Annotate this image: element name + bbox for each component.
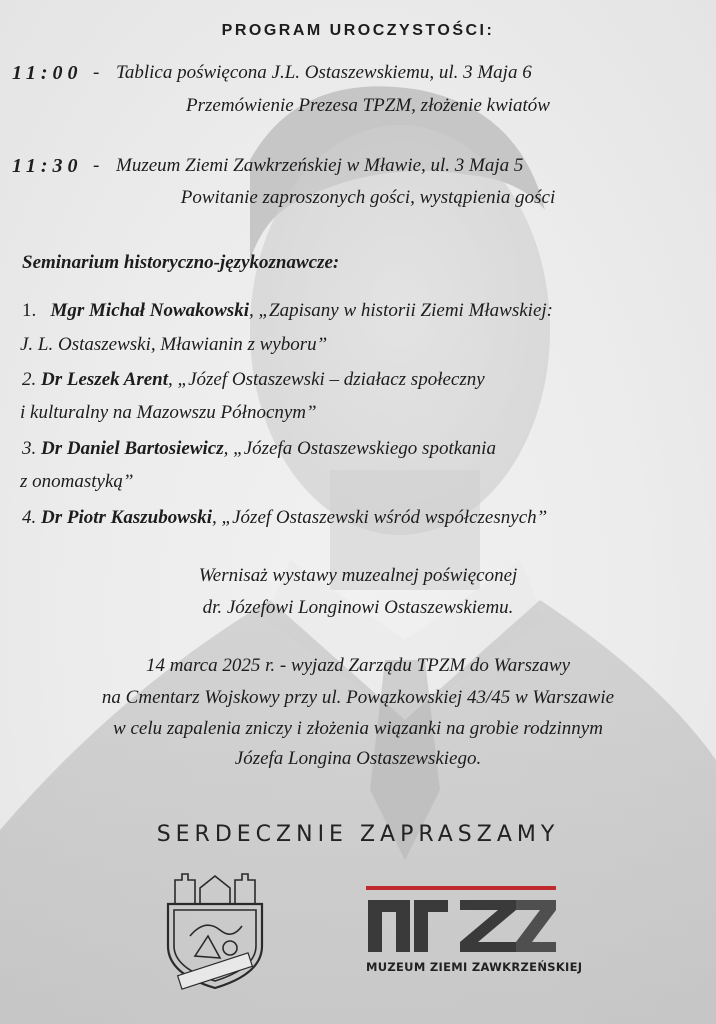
seminar-item-4-num: 4. [22,507,37,528]
museum-logo-text: MUZEUM ZIEMI ZAWKRZEŃSKIEJ [366,960,583,974]
seminar-item-2 [22,369,485,391]
seminar-item-1-num: 1. [22,300,37,321]
event-1-line1: Tablica poświęcona J.L. Ostaszewskiemu, ul. 3 Maja 6 [116,62,532,83]
museum-mzz-icon [366,886,556,954]
seminar-item-3-line2: z onomastyką” [20,471,134,492]
event-2-line1: Muzeum Ziemi Zawkrzeńskiej w Mławie, ul. 3 Maja 5 [116,155,524,176]
trip-line2: na Cmentarz Wojskowy przy ul. Powązkowskiej 43/45 w Warszawie [101,687,615,708]
museum-accent-bar [366,886,556,890]
seminar-item-3 [22,438,496,460]
seminar-item-3-author: Dr Daniel Bartosiewicz [41,438,224,459]
seminar-item-4 [22,507,547,529]
exhibition-line2: dr. Józefowi Longinowi Ostaszewskiemu. [202,597,514,618]
seminar-item-2-num: 2. [22,369,37,390]
seminar-item-1-line2: J. L. Ostaszewski, Mławianin z wyboru” [20,334,328,355]
event-1-dash: - [93,62,100,83]
seminar-item-2-title: , „Józef Ostaszewski – działacz społeczny [168,369,485,390]
seminar-item-1-author: Mgr Michał Nowakowski [50,300,249,321]
museum-logo [366,886,583,976]
seminar-item-4-author: Dr Piotr Kaszubowski [41,507,213,528]
event-2-dash: - [93,155,100,176]
closing-invitation: SERDECZNIE ZAPRASZAMY [156,822,560,847]
seminar-item-4-title: , „Józef Ostaszewski wśród współczesnych” [212,507,548,528]
seminar-heading: Seminarium historyczno-językoznawcze: [22,252,340,273]
crest-icon [160,866,270,996]
event-1-line2: Przemówienie Prezesa TPZM, złożenie kwiatów [186,95,550,116]
seminar-item-3-num: 3. [22,438,37,459]
exhibition-line1: Wernisaż wystawy muzealnej poświęconej [198,565,518,586]
trip-line1: 14 marca 2025 r. - wyjazd Zarządu TPZM do Warszawy [145,655,571,676]
seminar-item-2-line2: i kulturalny na Mazowszu Północnym” [20,402,317,423]
seminar-item-1 [22,300,553,322]
seminar-item-2-author: Dr Leszek Arent [41,369,169,390]
crest-logo-tpzm [160,866,270,996]
seminar-item-1-title: , „Zapisany w historii Ziemi Mławskiej: [248,300,554,321]
program-title: PROGRAM UROCZYSTOŚCI: [221,22,495,39]
event-2-time: 11:30 [12,155,83,177]
trip-line4: Józefa Longina Ostaszewskiego. [234,748,482,769]
trip-line3: w celu zapalenia zniczy i złożenia wiązanki na grobie rodzinnym [113,718,603,739]
event-1-time: 11:00 [12,62,83,84]
seminar-item-3-title: , „Józefa Ostaszewskiego spotkania [223,438,496,459]
event-2-line2: Powitanie zaproszonych gości, wystąpienia gości [180,187,556,208]
